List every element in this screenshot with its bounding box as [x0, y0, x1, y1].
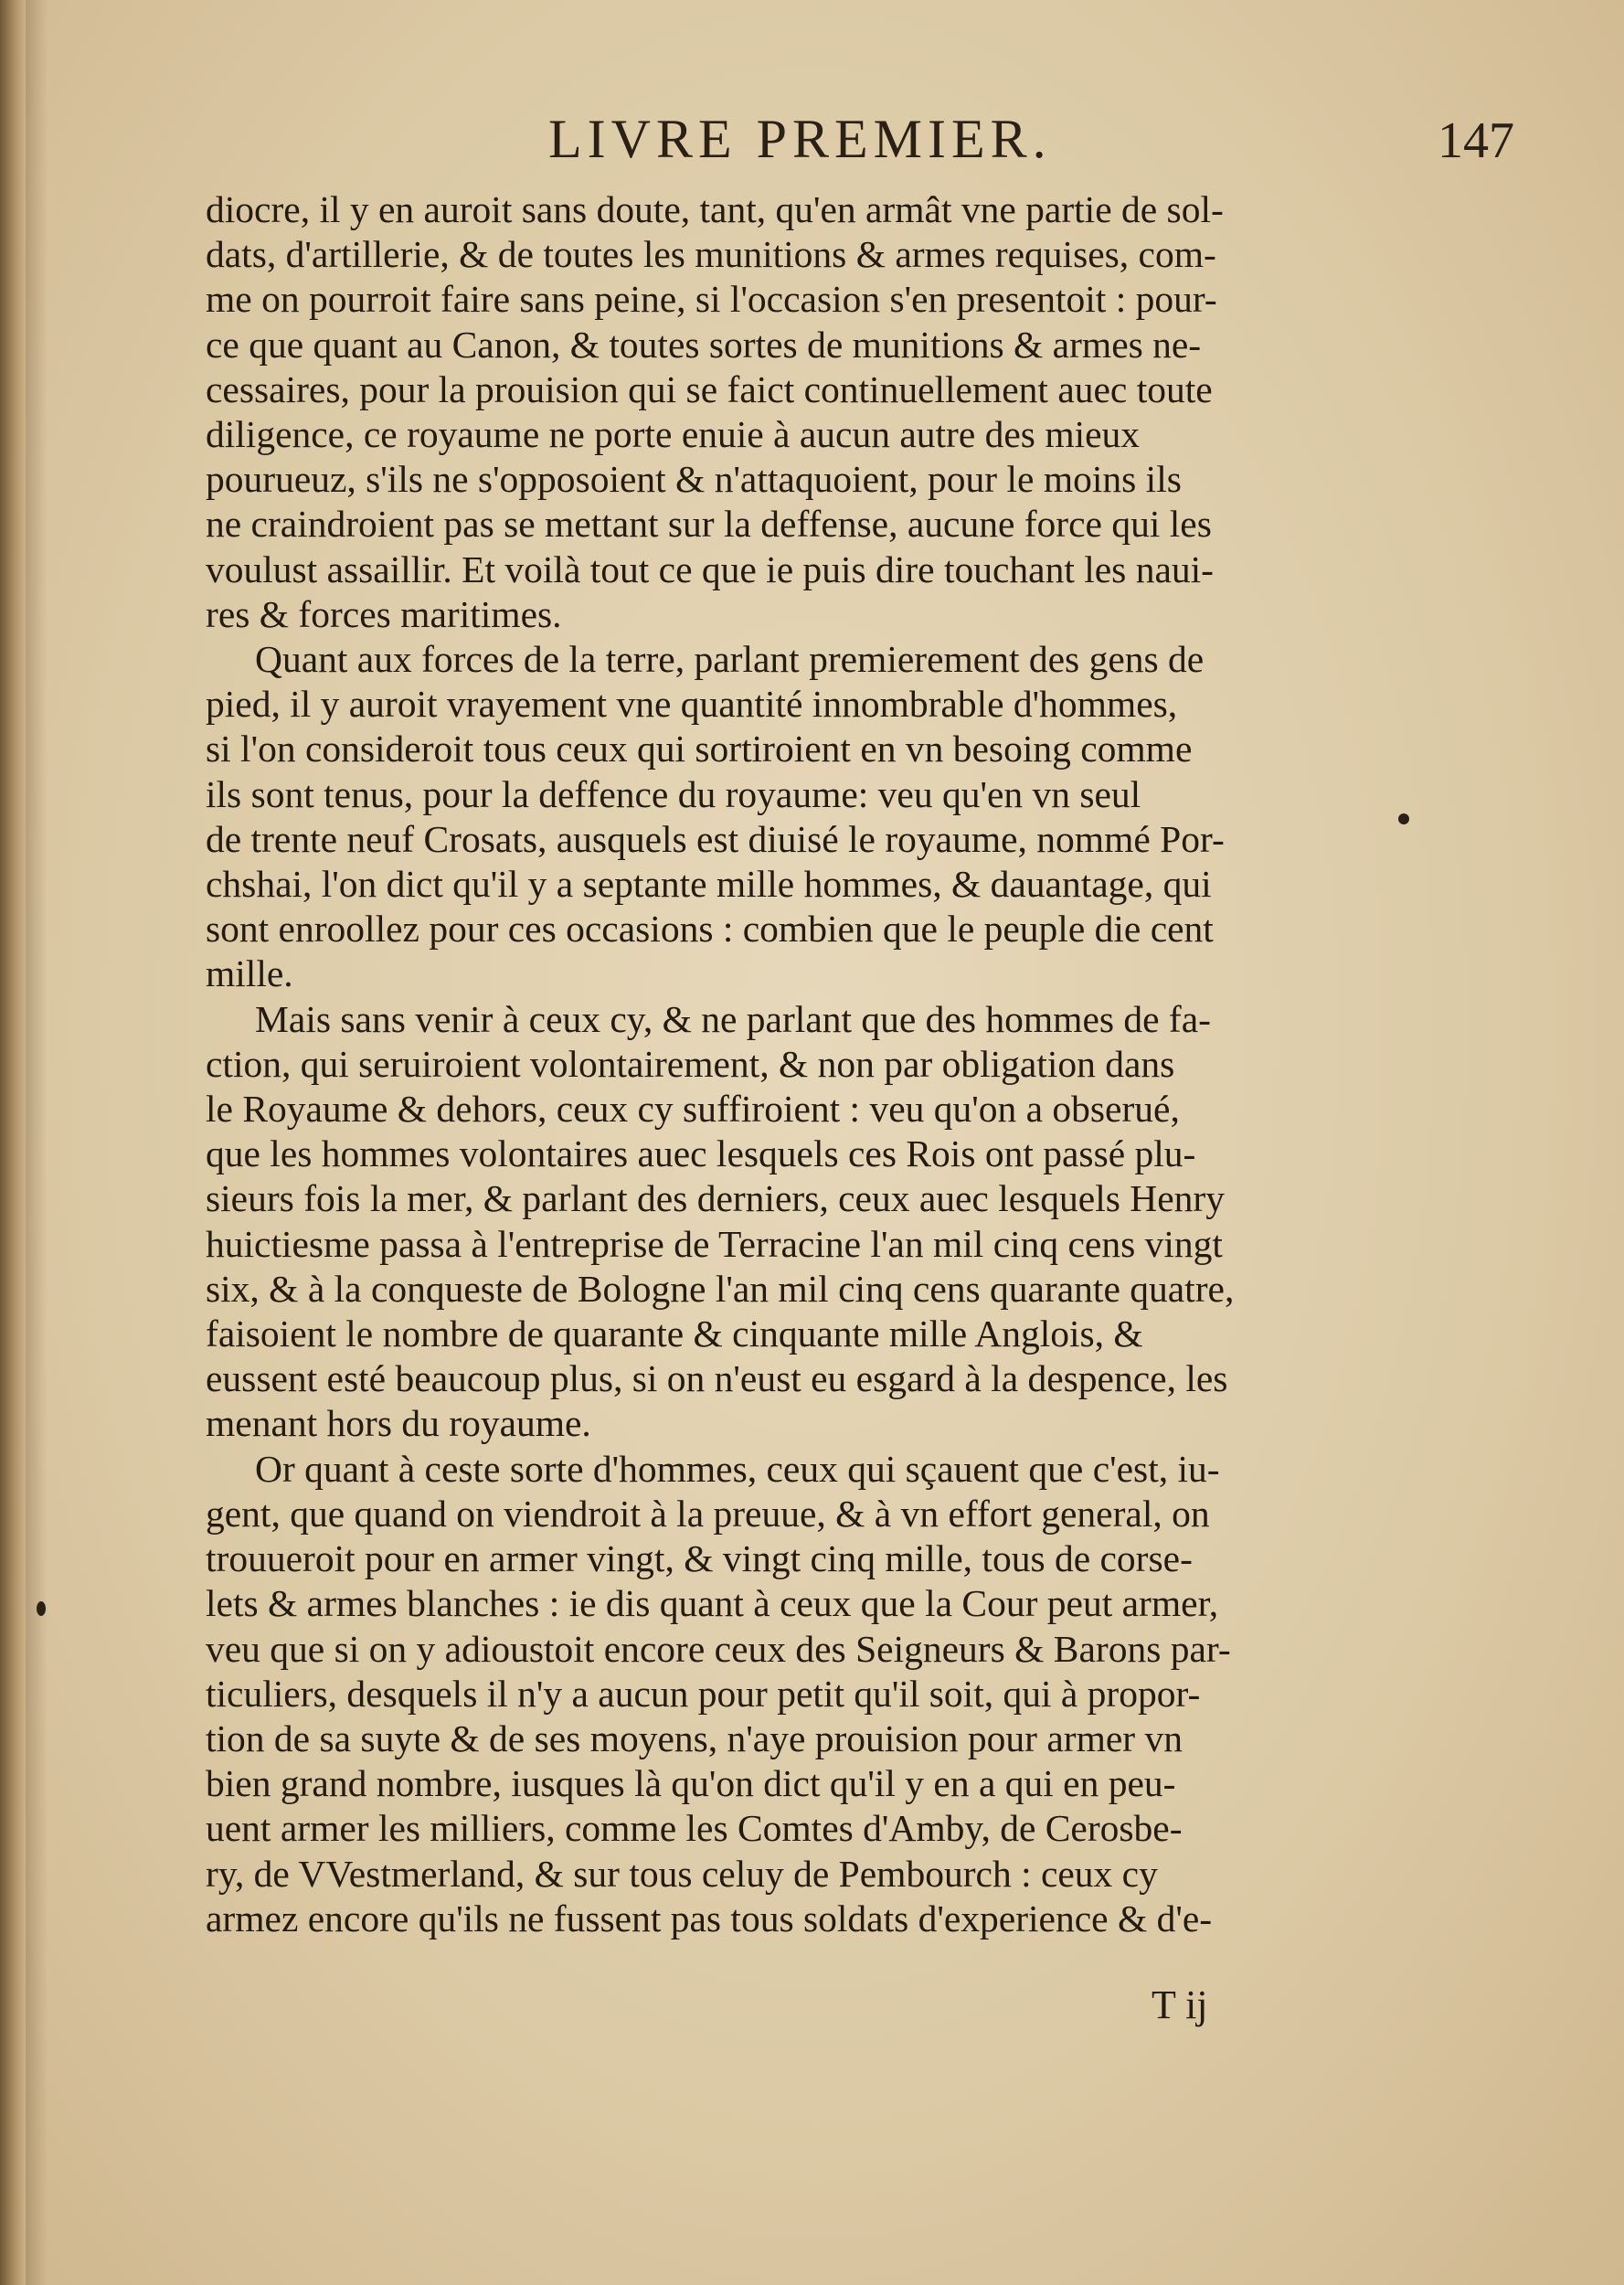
text-line: cessaires, pour la prouision qui se faict continuellement auec toute	[206, 367, 1213, 410]
text-line: sieurs fois la mer, & parlant des derniers, ceux auec lesquels Henry	[206, 1177, 1225, 1220]
text-line: Or quant à ceste sorte d'hommes, ceux qui sçauent que c'est, iu-	[255, 1447, 1220, 1490]
text-line: diligence, ce royaume ne porte enuie à aucun autre des mieux	[206, 413, 1141, 456]
text-line: mille.	[206, 952, 293, 995]
text-line: pourueuz, s'ils ne s'opposoient & n'attaquoient, pour le moins ils	[206, 458, 1182, 501]
page-header	[201, 108, 1514, 172]
text-line: huictiesme passa à l'entreprise de Terracine l'an mil cinq cens vingt	[206, 1222, 1223, 1265]
text-line: menant hors du royaume.	[206, 1402, 591, 1445]
ink-spot	[37, 1601, 46, 1616]
text-line: faisoient le nombre de quarante & cinquante mille Anglois, &	[206, 1313, 1143, 1355]
text-line: ry, de VVestmerland, & sur tous celuy de Pembourch : ceux cy	[206, 1852, 1158, 1895]
body-text	[206, 187, 1371, 1941]
text-line: chshai, l'on dict qu'il y a septante mille hommes, & dauantage, qui	[206, 863, 1212, 906]
text-line: eussent esté beaucoup plus, si on n'eust eu esgard à la despence, les	[206, 1357, 1228, 1400]
text-line: ction, qui seruiroient volontairement, & non par obligation dans	[206, 1042, 1175, 1085]
text-line: me on pourroit faire sans peine, si l'occasion s'en presentoit : pour-	[206, 278, 1217, 321]
text-line: bien grand nombre, iusques là qu'on dict qu'il y en a qui en peu-	[206, 1762, 1176, 1805]
paragraph	[206, 1447, 1371, 1941]
running-title: LIVRE PREMIER.	[548, 109, 1052, 169]
binding-gutter	[0, 0, 26, 2285]
text-line: veu que si on y adioustoit encore ceux des Seigneurs & Barons par-	[206, 1627, 1231, 1670]
ink-spot	[1398, 813, 1409, 824]
text-line: gent, que quand on viendroit à la preuue, & à vn effort general, on	[206, 1492, 1210, 1535]
text-line: lets & armes blanches : ie dis quant à ceux que la Cour peut armer,	[206, 1582, 1219, 1625]
text-line: dats, d'artillerie, & de toutes les munitions & armes requises, com-	[206, 233, 1216, 276]
text-line: de trente neuf Crosats, ausquels est diuisé le royaume, nommé Por-	[206, 817, 1225, 860]
text-line: Mais sans venir à ceux cy, & ne parlant que des hommes de fa-	[255, 997, 1211, 1040]
text-line: ils sont tenus, pour la deffence du royaume: veu qu'en vn seul	[206, 772, 1141, 815]
text-line: voulust assaillir. Et voilà tout ce que ie puis dire touchant les naui-	[206, 547, 1214, 590]
text-line: ticuliers, desquels il n'y a aucun pour petit qu'il soit, qui à propor-	[206, 1672, 1201, 1715]
paragraph	[206, 187, 1371, 637]
text-line: sont enroollez pour ces occasions : combien que le peuple die cent	[206, 908, 1214, 951]
text-line: tion de sa suyte & de ses moyens, n'aye prouision pour armer vn	[206, 1716, 1183, 1759]
text-line: ne craindroient pas se mettant sur la deffense, aucune force qui les	[206, 503, 1212, 546]
text-line: que les hommes volontaires auec lesquels ces Rois ont passé plu-	[206, 1132, 1196, 1175]
page-fold-shadow	[26, 0, 48, 2285]
signature-mark: T ij	[1152, 1982, 1208, 2027]
text-line: le Royaume & dehors, ceux cy suffiroient : veu qu'on a obserué,	[206, 1088, 1180, 1131]
text-line: uent armer les milliers, comme les Comtes d'Amby, de Cerosbe-	[206, 1807, 1183, 1850]
paragraph	[206, 997, 1371, 1447]
text-line: six, & à la conqueste de Bologne l'an mil cinq cens quarante quatre,	[206, 1267, 1235, 1310]
page-number: 147	[1438, 112, 1514, 169]
text-line: res & forces maritimes.	[206, 592, 562, 635]
text-line: trouueroit pour en armer vingt, & vingt cinq mille, tous de corse-	[206, 1537, 1193, 1580]
text-line: ce que quant au Canon, & toutes sortes de munitions & armes ne-	[206, 323, 1202, 366]
text-line: armez encore qu'ils ne fussent pas tous soldats d'experience & d'e-	[206, 1897, 1213, 1940]
text-line: Quant aux forces de la terre, parlant premierement des gens de	[255, 638, 1205, 681]
text-line: diocre, il y en auroit sans doute, tant, qu'en armât vne partie de sol-	[206, 188, 1224, 230]
paragraph	[206, 637, 1371, 997]
text-line: si l'on consideroit tous ceux qui sortiroient en vn besoing comme	[206, 728, 1193, 771]
text-line: pied, il y auroit vrayement vne quantité innombrable d'hommes,	[206, 683, 1178, 726]
